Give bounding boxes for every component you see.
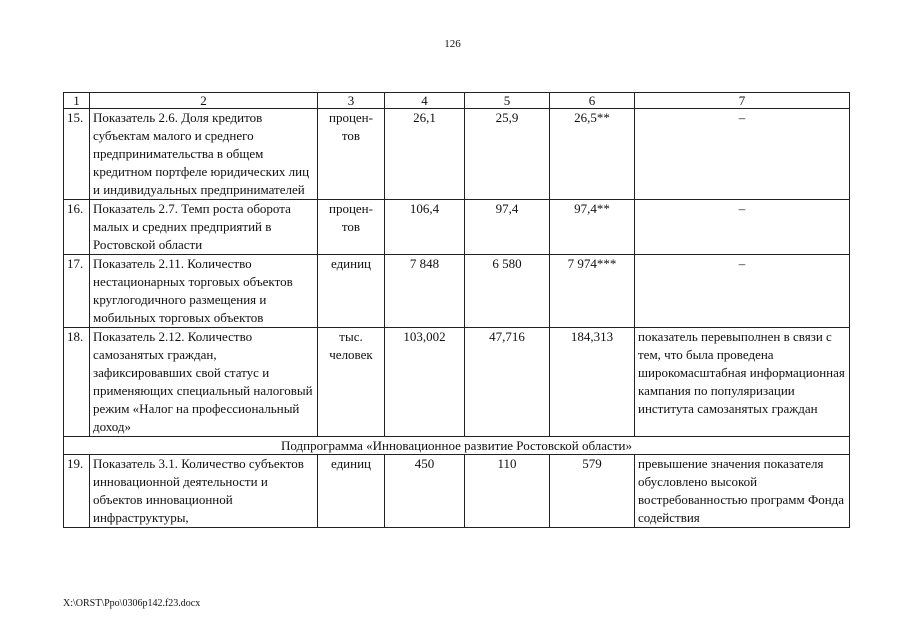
subprogram-title: Подпрограмма «Инновационное развитие Ростовской области»	[64, 437, 850, 455]
header-cell: 1	[64, 93, 90, 109]
file-path-footer: X:\ORST\Ppo\0306p142.f23.docx	[63, 598, 201, 609]
header-cell: 7	[635, 93, 850, 109]
table-row	[64, 455, 850, 528]
unit-cell: единиц	[318, 255, 385, 328]
row-number: 19.	[64, 455, 90, 528]
row-number: 16.	[64, 200, 90, 255]
value-col6: 26,5**	[550, 109, 635, 200]
value-col6: 184,313	[550, 328, 635, 437]
note-cell: –	[635, 200, 850, 255]
value-col4: 103,002	[385, 328, 465, 437]
header-cell: 2	[90, 93, 318, 109]
value-col6: 97,4**	[550, 200, 635, 255]
unit-cell: процен-тов	[318, 109, 385, 200]
header-cell: 4	[385, 93, 465, 109]
value-col5: 110	[465, 455, 550, 528]
indicators-table	[63, 92, 850, 528]
indicator-name: Показатель 2.6. Доля кредитов субъектам малого и среднего предпринимательства в общем кредитном портфеле юридических лиц и индивидуальных предпринимателей	[90, 109, 318, 200]
page-number: 126	[444, 38, 461, 50]
value-col5: 6 580	[465, 255, 550, 328]
value-col6: 7 974***	[550, 255, 635, 328]
table-row	[64, 200, 850, 255]
unit-cell: тыс. человек	[318, 328, 385, 437]
value-col4: 26,1	[385, 109, 465, 200]
row-number: 17.	[64, 255, 90, 328]
value-col5: 97,4	[465, 200, 550, 255]
value-col4: 7 848	[385, 255, 465, 328]
indicator-name: Показатель 2.11. Количество нестационарных торговых объектов круглогодичного размещения и мобильных торговых объектов	[90, 255, 318, 328]
table-row	[64, 328, 850, 437]
header-row	[64, 93, 850, 109]
note-cell: превышение значения показателя обусловлено высокой востребованностью программ Фонда содействия	[635, 455, 850, 528]
indicator-name: Показатель 2.12. Количество самозанятых граждан, зафиксировавших свой статус и применяющих специальный налоговый режим «Налог на профессиональный доход»	[90, 328, 318, 437]
value-col4: 106,4	[385, 200, 465, 255]
header-cell: 6	[550, 93, 635, 109]
note-cell: –	[635, 255, 850, 328]
unit-cell: единиц	[318, 455, 385, 528]
indicator-name: Показатель 2.7. Темп роста оборота малых и средних предприятий в Ростовской области	[90, 200, 318, 255]
value-col4: 450	[385, 455, 465, 528]
table-row	[64, 109, 850, 200]
section-row	[64, 437, 850, 455]
table-row	[64, 255, 850, 328]
header-cell: 5	[465, 93, 550, 109]
header-cell: 3	[318, 93, 385, 109]
value-col6: 579	[550, 455, 635, 528]
note-cell: показатель перевыполнен в связи с тем, что была проведена широкомасштабная информационная кампания по популяризации института самозанятых граждан	[635, 328, 850, 437]
note-cell: –	[635, 109, 850, 200]
unit-cell: процен-тов	[318, 200, 385, 255]
row-number: 15.	[64, 109, 90, 200]
value-col5: 47,716	[465, 328, 550, 437]
value-col5: 25,9	[465, 109, 550, 200]
indicator-name: Показатель 3.1. Количество субъектов инновационной деятельности и объектов инновационной инфраструктуры,	[90, 455, 318, 528]
row-number: 18.	[64, 328, 90, 437]
